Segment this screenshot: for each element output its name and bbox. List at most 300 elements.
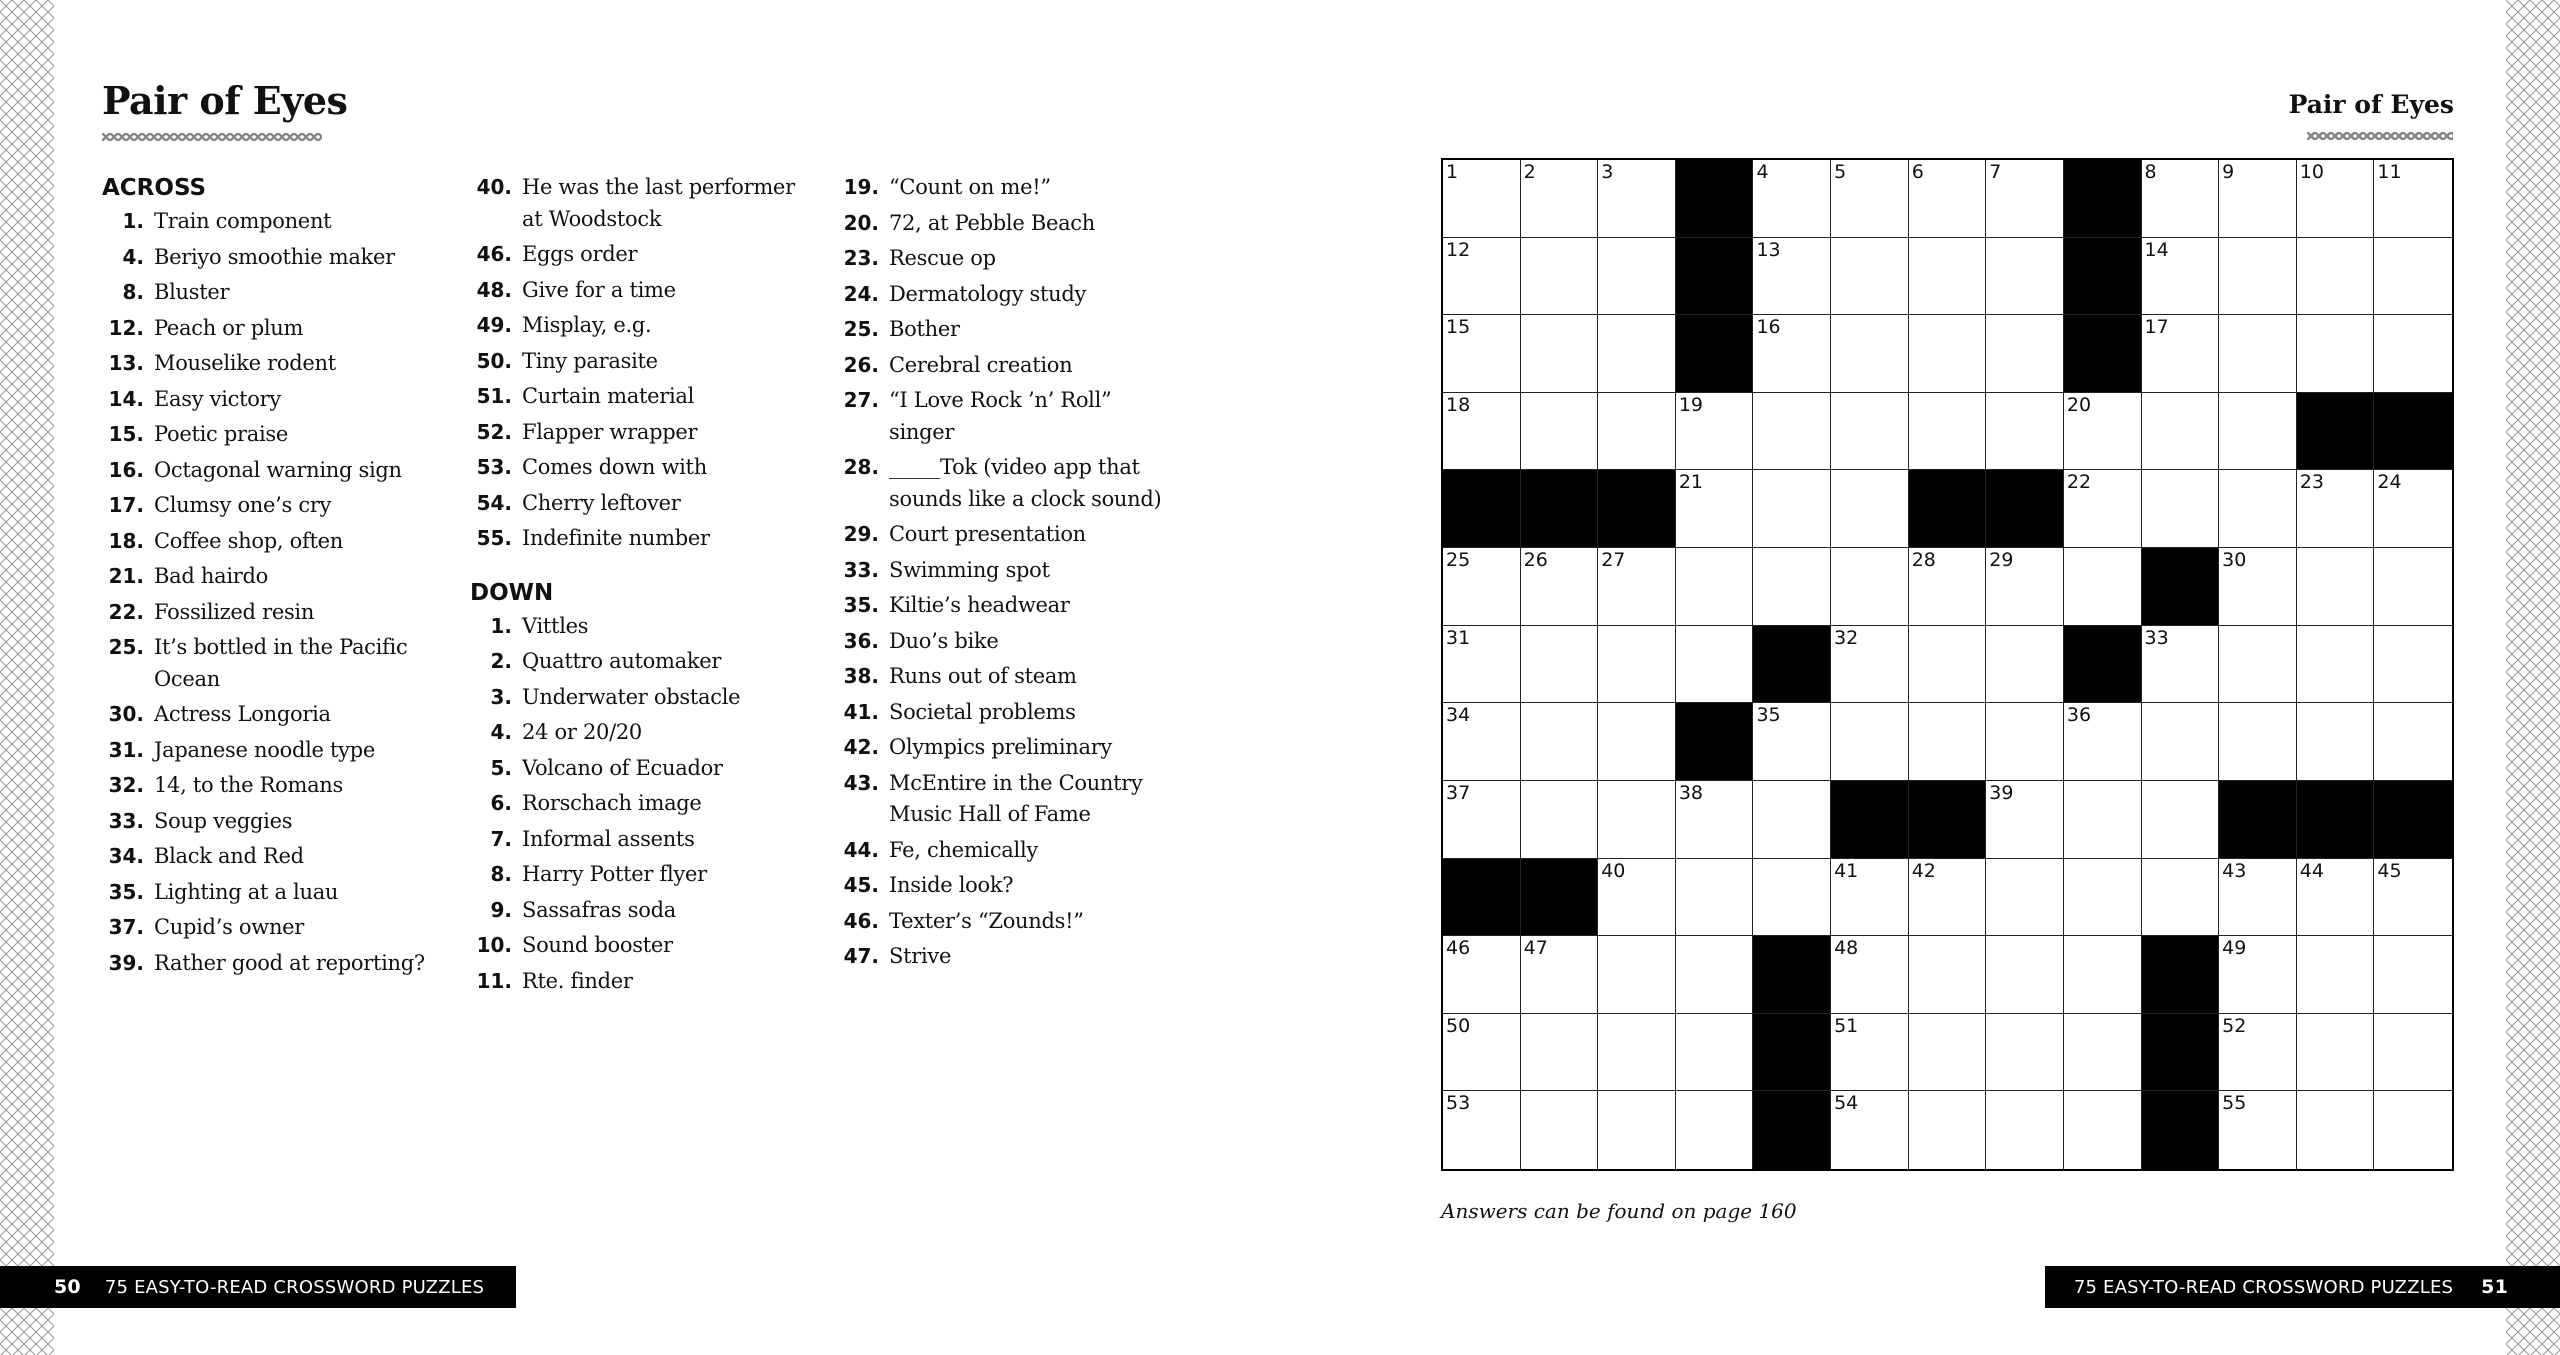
- clue-item: [470, 523, 810, 555]
- footer-bar-right: [2045, 1266, 2560, 1308]
- grid-cell[interactable]: [1753, 393, 1831, 471]
- clue-text: Give for a time: [522, 277, 676, 302]
- grid-cell[interactable]: [1753, 160, 1831, 238]
- grid-cell[interactable]: [1598, 936, 1676, 1014]
- grid-cell[interactable]: [1443, 238, 1521, 316]
- cell-number: 35: [1756, 704, 1781, 727]
- grid-cell[interactable]: [2142, 470, 2220, 548]
- cell-number: 26: [1523, 549, 1548, 572]
- clue-text: Curtain material: [522, 384, 694, 408]
- grid-cell[interactable]: [1909, 393, 1987, 471]
- clue-number: 37.: [108, 915, 144, 939]
- cell-number: 31: [1446, 626, 1471, 649]
- clue-number: 17.: [108, 493, 144, 517]
- grid-cell[interactable]: [1986, 393, 2064, 471]
- cell-number: 9: [2222, 161, 2235, 183]
- grid-cell[interactable]: [1986, 859, 2064, 937]
- grid-cell[interactable]: [1986, 936, 2064, 1014]
- grid-cell[interactable]: [1521, 626, 1599, 704]
- grid-cell[interactable]: [2219, 470, 2297, 548]
- clue-item: [102, 561, 442, 593]
- clue-number: 1.: [490, 613, 512, 638]
- grid-cell[interactable]: [2219, 393, 2297, 471]
- cell-number: 39: [1989, 781, 2014, 804]
- grid-cell-black: [2142, 1014, 2220, 1092]
- page-number: 51: [2481, 1276, 2508, 1298]
- grid-cell[interactable]: [1831, 936, 1909, 1014]
- grid-cell[interactable]: [1831, 315, 1909, 393]
- grid-cell[interactable]: [1831, 703, 1909, 781]
- clue-item: [470, 930, 810, 962]
- clue-text: Duo’s bike: [889, 628, 999, 653]
- grid-cell[interactable]: [1598, 238, 1676, 316]
- clue-item: [102, 735, 442, 767]
- clue-item: [470, 346, 810, 378]
- grid-cell-black: [1676, 703, 1754, 781]
- grid-cell[interactable]: [1598, 626, 1676, 704]
- grid-cell[interactable]: [1443, 1091, 1521, 1169]
- grid-cell[interactable]: [1521, 315, 1599, 393]
- clue-text: Bother: [889, 317, 960, 341]
- grid-cell[interactable]: [2297, 160, 2375, 238]
- grid-cell[interactable]: [2374, 703, 2452, 781]
- grid-cell[interactable]: [2142, 160, 2220, 238]
- cell-number: 40: [1601, 859, 1626, 882]
- clue-item: [470, 824, 810, 856]
- title-underline-ornament: [2307, 132, 2453, 140]
- grid-cell-black: [2142, 936, 2220, 1014]
- cell-number: 33: [2144, 626, 2169, 649]
- grid-cell[interactable]: [1831, 548, 1909, 626]
- clue-item: [470, 381, 810, 413]
- clue-item: [102, 490, 442, 522]
- clue-item: [837, 172, 1177, 204]
- grid-cell[interactable]: [1676, 470, 1754, 548]
- grid-cell[interactable]: [2142, 238, 2220, 316]
- grid-cell[interactable]: [2064, 936, 2142, 1014]
- crossword-grid: [1441, 158, 2454, 1171]
- grid-cell[interactable]: [1443, 160, 1521, 238]
- cell-number: 12: [1446, 238, 1471, 261]
- grid-cell[interactable]: [1753, 703, 1831, 781]
- grid-cell-black: [1909, 470, 1987, 548]
- grid-cell[interactable]: [1909, 160, 1987, 238]
- grid-cell[interactable]: [1443, 626, 1521, 704]
- grid-cell[interactable]: [1909, 703, 1987, 781]
- clue-number: 42.: [843, 735, 879, 759]
- book-title: 75 EASY-TO-READ CROSSWORD PUZZLES: [104, 1276, 485, 1298]
- grid-cell[interactable]: [1598, 315, 1676, 393]
- grid-cell[interactable]: [1443, 703, 1521, 781]
- grid-cell[interactable]: [1598, 1014, 1676, 1092]
- grid-cell-black: [1676, 238, 1754, 316]
- grid-cell-black: [1831, 781, 1909, 859]
- grid-cell[interactable]: [2297, 315, 2375, 393]
- grid-cell[interactable]: [2142, 781, 2220, 859]
- grid-cell[interactable]: [1676, 859, 1754, 937]
- cell-number: 23: [2299, 471, 2324, 494]
- clue-item: [470, 682, 810, 714]
- grid-cell[interactable]: [1521, 703, 1599, 781]
- cell-number: 48: [1834, 937, 1859, 960]
- grid-cell[interactable]: [2064, 393, 2142, 471]
- clue-text: Mouselike rodent: [154, 351, 336, 375]
- grid-cell[interactable]: [1831, 238, 1909, 316]
- clue-number: 35.: [843, 593, 879, 617]
- grid-cell[interactable]: [1598, 393, 1676, 471]
- grid-cell[interactable]: [2297, 470, 2375, 548]
- grid-cell[interactable]: [2374, 160, 2452, 238]
- grid-cell[interactable]: [1521, 393, 1599, 471]
- grid-cell[interactable]: [1753, 859, 1831, 937]
- clue-item: [470, 239, 810, 271]
- grid-cell[interactable]: [2219, 315, 2297, 393]
- grid-cell[interactable]: [2064, 548, 2142, 626]
- clue-number: 48.: [476, 277, 512, 302]
- grid-cell[interactable]: [2374, 1091, 2452, 1169]
- clue-item: [102, 206, 442, 238]
- cell-number: 44: [2299, 859, 2324, 882]
- grid-cell[interactable]: [2297, 859, 2375, 937]
- grid-cell[interactable]: [2064, 470, 2142, 548]
- clue-item: [102, 419, 442, 451]
- grid-cell[interactable]: [2064, 1091, 2142, 1169]
- clue-text: Rte. finder: [522, 968, 633, 993]
- cell-number: 14: [2144, 238, 2169, 261]
- cell-number: 51: [1834, 1014, 1859, 1037]
- grid-cell[interactable]: [1909, 238, 1987, 316]
- grid-cell[interactable]: [2297, 626, 2375, 704]
- clue-item: [102, 277, 442, 309]
- grid-cell[interactable]: [1909, 315, 1987, 393]
- grid-cell[interactable]: [1986, 1091, 2064, 1169]
- clue-item: [470, 310, 810, 342]
- grid-cell[interactable]: [1676, 393, 1754, 471]
- grid-cell-black: [1753, 626, 1831, 704]
- grid-cell[interactable]: [1986, 160, 2064, 238]
- grid-cell[interactable]: [1676, 936, 1754, 1014]
- clue-text: Volcano of Ecuador: [522, 755, 723, 780]
- clue-number: 1.: [122, 209, 144, 233]
- grid-cell[interactable]: [1676, 781, 1754, 859]
- grid-cell-black: [1753, 1091, 1831, 1169]
- clue-item: [837, 661, 1177, 693]
- page-title-right: Pair of Eyes: [2288, 90, 2454, 119]
- grid-cell[interactable]: [1753, 315, 1831, 393]
- grid-cell[interactable]: [1986, 1014, 2064, 1092]
- grid-cell[interactable]: [2219, 936, 2297, 1014]
- clue-number: 40.: [476, 175, 512, 199]
- grid-cell[interactable]: [1986, 781, 2064, 859]
- grid-cell[interactable]: [2219, 238, 2297, 316]
- grid-cell-black: [2142, 1091, 2220, 1169]
- grid-cell[interactable]: [1831, 470, 1909, 548]
- grid-cell[interactable]: [2064, 703, 2142, 781]
- grid-cell[interactable]: [2064, 781, 2142, 859]
- clue-text: Sound booster: [522, 933, 673, 957]
- grid-cell[interactable]: [1753, 470, 1831, 548]
- clue-number: 21.: [108, 564, 144, 588]
- grid-cell[interactable]: [2219, 1014, 2297, 1092]
- clue-number: 32.: [108, 773, 144, 797]
- clue-number: 8.: [490, 862, 512, 886]
- grid-cell[interactable]: [1598, 781, 1676, 859]
- clue-number: 20.: [843, 210, 879, 235]
- clue-text: 14, to the Romans: [154, 773, 343, 797]
- grid-cell[interactable]: [1831, 1091, 1909, 1169]
- clue-item: [837, 555, 1177, 587]
- clue-text: Informal assents: [522, 826, 695, 851]
- grid-cell[interactable]: [1753, 548, 1831, 626]
- clue-item: [837, 768, 1177, 831]
- decorative-pattern-right: [2506, 0, 2560, 1355]
- grid-cell[interactable]: [2064, 1014, 2142, 1092]
- grid-cell[interactable]: [2219, 160, 2297, 238]
- grid-cell[interactable]: [2374, 548, 2452, 626]
- grid-cell[interactable]: [1521, 238, 1599, 316]
- grid-cell[interactable]: [2219, 1091, 2297, 1169]
- clue-number: 33.: [108, 808, 144, 833]
- grid-cell[interactable]: [1598, 1091, 1676, 1169]
- clue-item: [837, 590, 1177, 622]
- grid-cell[interactable]: [2142, 315, 2220, 393]
- clue-text: Coffee shop, often: [154, 528, 343, 553]
- clue-item: [102, 699, 442, 731]
- clue-item: [102, 597, 442, 629]
- grid-cell[interactable]: [1831, 859, 1909, 937]
- footer-bar-left: [0, 1266, 516, 1308]
- cell-number: 15: [1446, 316, 1471, 339]
- grid-cell[interactable]: [1598, 548, 1676, 626]
- clue-text: Cupid’s owner: [154, 915, 305, 939]
- cell-number: 27: [1601, 549, 1626, 572]
- grid-cell-black: [2064, 315, 2142, 393]
- grid-cell[interactable]: [1443, 548, 1521, 626]
- clue-number: 11.: [476, 968, 512, 993]
- grid-cell[interactable]: [2297, 936, 2375, 1014]
- grid-cell[interactable]: [2142, 703, 2220, 781]
- grid-cell[interactable]: [1521, 160, 1599, 238]
- clue-item: [102, 948, 442, 980]
- grid-cell-black: [2374, 781, 2452, 859]
- grid-cell[interactable]: [1443, 936, 1521, 1014]
- cell-number: 19: [1678, 393, 1704, 416]
- grid-cell[interactable]: [1909, 1091, 1987, 1169]
- cell-number: 4: [1756, 161, 1769, 183]
- clue-number: 28.: [843, 455, 879, 479]
- clue-text: Bad hairdo: [154, 564, 268, 588]
- clue-item: [102, 384, 442, 416]
- grid-cell[interactable]: [2297, 1091, 2375, 1169]
- clue-text: Dermatology study: [889, 281, 1087, 306]
- grid-cell[interactable]: [1676, 626, 1754, 704]
- grid-cell[interactable]: [2142, 626, 2220, 704]
- grid-cell[interactable]: [1909, 936, 1987, 1014]
- clue-item: [102, 806, 442, 838]
- clue-item: [470, 488, 810, 520]
- cell-number: 17: [2144, 316, 2169, 339]
- grid-cell[interactable]: [1986, 548, 2064, 626]
- cell-number: 18: [1446, 393, 1471, 416]
- grid-cell[interactable]: [2219, 703, 2297, 781]
- clue-number: 38.: [843, 664, 879, 688]
- grid-cell-black: [1443, 470, 1521, 548]
- clue-text: It’s bottled in the Pacific Ocean: [154, 635, 408, 691]
- clue-text: Court presentation: [889, 522, 1086, 546]
- clue-text: Bluster: [154, 280, 230, 304]
- cell-number: 25: [1446, 549, 1471, 572]
- clue-item: [470, 717, 810, 749]
- grid-cell-black: [1676, 160, 1754, 238]
- grid-cell[interactable]: [1986, 315, 2064, 393]
- grid-cell[interactable]: [2064, 859, 2142, 937]
- grid-cell[interactable]: [1909, 626, 1987, 704]
- clue-item: [102, 877, 442, 909]
- across-heading: ACROSS: [102, 175, 207, 201]
- clue-number: 15.: [108, 422, 144, 446]
- grid-cell[interactable]: [1598, 859, 1676, 937]
- clue-text: Actress Longoria: [154, 702, 331, 726]
- clue-number: 12.: [108, 315, 144, 340]
- grid-cell[interactable]: [1521, 548, 1599, 626]
- clue-number: 23.: [843, 246, 879, 270]
- grid-cell[interactable]: [2142, 393, 2220, 471]
- cell-number: 8: [2144, 161, 2157, 183]
- cell-number: 46: [1446, 937, 1471, 960]
- grid-cell[interactable]: [2374, 315, 2452, 393]
- clue-text: Olympics preliminary: [889, 735, 1113, 759]
- grid-cell[interactable]: [1521, 1091, 1599, 1169]
- clue-item: [837, 906, 1177, 938]
- grid-cell[interactable]: [1909, 1014, 1987, 1092]
- grid-cell[interactable]: [1831, 626, 1909, 704]
- clue-item: [837, 279, 1177, 311]
- grid-cell-black: [2064, 626, 2142, 704]
- clue-text: Kiltie’s headwear: [889, 593, 1070, 617]
- grid-cell[interactable]: [2297, 703, 2375, 781]
- down-heading: DOWN: [470, 579, 554, 606]
- clue-text: Texter’s “Zounds!”: [889, 908, 1084, 933]
- clue-text: He was the last performer at Woodstock: [522, 175, 795, 231]
- grid-cell[interactable]: [2374, 470, 2452, 548]
- cell-number: 38: [1678, 781, 1704, 804]
- cell-number: 7: [1989, 161, 2002, 183]
- clue-number: 46.: [843, 908, 879, 933]
- grid-cell-black: [1909, 781, 1987, 859]
- title-underline-ornament: [102, 133, 322, 141]
- grid-cell[interactable]: [1909, 548, 1987, 626]
- grid-cell-black: [1753, 936, 1831, 1014]
- clue-number: 25.: [108, 635, 144, 659]
- clue-number: 8.: [122, 280, 144, 304]
- grid-cell[interactable]: [1443, 1014, 1521, 1092]
- clue-text: Peach or plum: [154, 315, 304, 340]
- clue-text: Rescue op: [889, 246, 996, 270]
- clue-text: Inside look?: [889, 873, 1014, 897]
- clue-text: Clumsy one’s cry: [154, 493, 332, 517]
- clue-text: Soup veggies: [154, 808, 293, 833]
- clue-number: 4.: [122, 244, 144, 269]
- clue-number: 51.: [476, 384, 512, 408]
- grid-cell[interactable]: [2374, 936, 2452, 1014]
- clue-item: [470, 895, 810, 927]
- clue-item: [102, 455, 442, 487]
- cell-number: 42: [1911, 859, 1936, 882]
- grid-cell[interactable]: [1443, 315, 1521, 393]
- clue-number: 13.: [108, 351, 144, 375]
- clue-number: 39.: [108, 950, 144, 975]
- grid-cell[interactable]: [1753, 238, 1831, 316]
- grid-cell-black: [1443, 859, 1521, 937]
- grid-cell[interactable]: [2374, 626, 2452, 704]
- clue-number: 4.: [490, 720, 512, 744]
- cell-number: 30: [2222, 549, 2247, 572]
- clue-item: [470, 417, 810, 449]
- grid-cell[interactable]: [2374, 238, 2452, 316]
- grid-cell[interactable]: [1521, 936, 1599, 1014]
- grid-cell[interactable]: [1986, 626, 2064, 704]
- clue-text: Beriyo smoothie maker: [154, 244, 395, 269]
- grid-cell[interactable]: [2142, 859, 2220, 937]
- grid-cell[interactable]: [1676, 1091, 1754, 1169]
- grid-cell[interactable]: [2219, 548, 2297, 626]
- grid-cell[interactable]: [2219, 859, 2297, 937]
- grid-cell[interactable]: [2374, 859, 2452, 937]
- grid-cell[interactable]: [2297, 238, 2375, 316]
- clue-number: 31.: [108, 737, 144, 762]
- clue-number: 5.: [490, 755, 512, 780]
- clue-item: [470, 646, 810, 678]
- grid-cell-black: [2219, 781, 2297, 859]
- grid-cell[interactable]: [1598, 160, 1676, 238]
- cell-number: 6: [1911, 161, 1924, 183]
- grid-cell[interactable]: [1831, 160, 1909, 238]
- grid-cell[interactable]: [2297, 548, 2375, 626]
- clue-item: [837, 835, 1177, 867]
- grid-cell[interactable]: [1986, 703, 2064, 781]
- clue-item: [837, 732, 1177, 764]
- clue-number: 24.: [843, 281, 879, 306]
- grid-cell[interactable]: [2219, 626, 2297, 704]
- grid-cell[interactable]: [1676, 548, 1754, 626]
- clue-number: 19.: [843, 175, 879, 199]
- clue-text: Indefinite number: [522, 526, 710, 550]
- clue-text: “I Love Rock ’n’ Roll” singer: [889, 388, 1112, 444]
- grid-cell[interactable]: [1443, 781, 1521, 859]
- grid-cell[interactable]: [1598, 703, 1676, 781]
- grid-cell[interactable]: [2297, 1014, 2375, 1092]
- clue-item: [102, 348, 442, 380]
- clue-number: 50.: [476, 348, 512, 373]
- clue-item: [837, 350, 1177, 382]
- clue-item: [470, 788, 810, 820]
- grid-cell[interactable]: [1753, 781, 1831, 859]
- cell-number: 32: [1834, 626, 1859, 649]
- cell-number: 29: [1989, 549, 2014, 572]
- grid-cell[interactable]: [2374, 1014, 2452, 1092]
- grid-cell[interactable]: [1831, 1014, 1909, 1092]
- grid-cell[interactable]: [1676, 1014, 1754, 1092]
- grid-cell-black: [1986, 470, 2064, 548]
- clue-column-3: [837, 172, 1177, 977]
- grid-cell[interactable]: [1521, 1014, 1599, 1092]
- clue-item: [102, 313, 442, 345]
- grid-cell[interactable]: [1443, 393, 1521, 471]
- grid-cell[interactable]: [1521, 781, 1599, 859]
- grid-cell[interactable]: [1909, 859, 1987, 937]
- grid-cell[interactable]: [1831, 393, 1909, 471]
- grid-cell[interactable]: [1986, 238, 2064, 316]
